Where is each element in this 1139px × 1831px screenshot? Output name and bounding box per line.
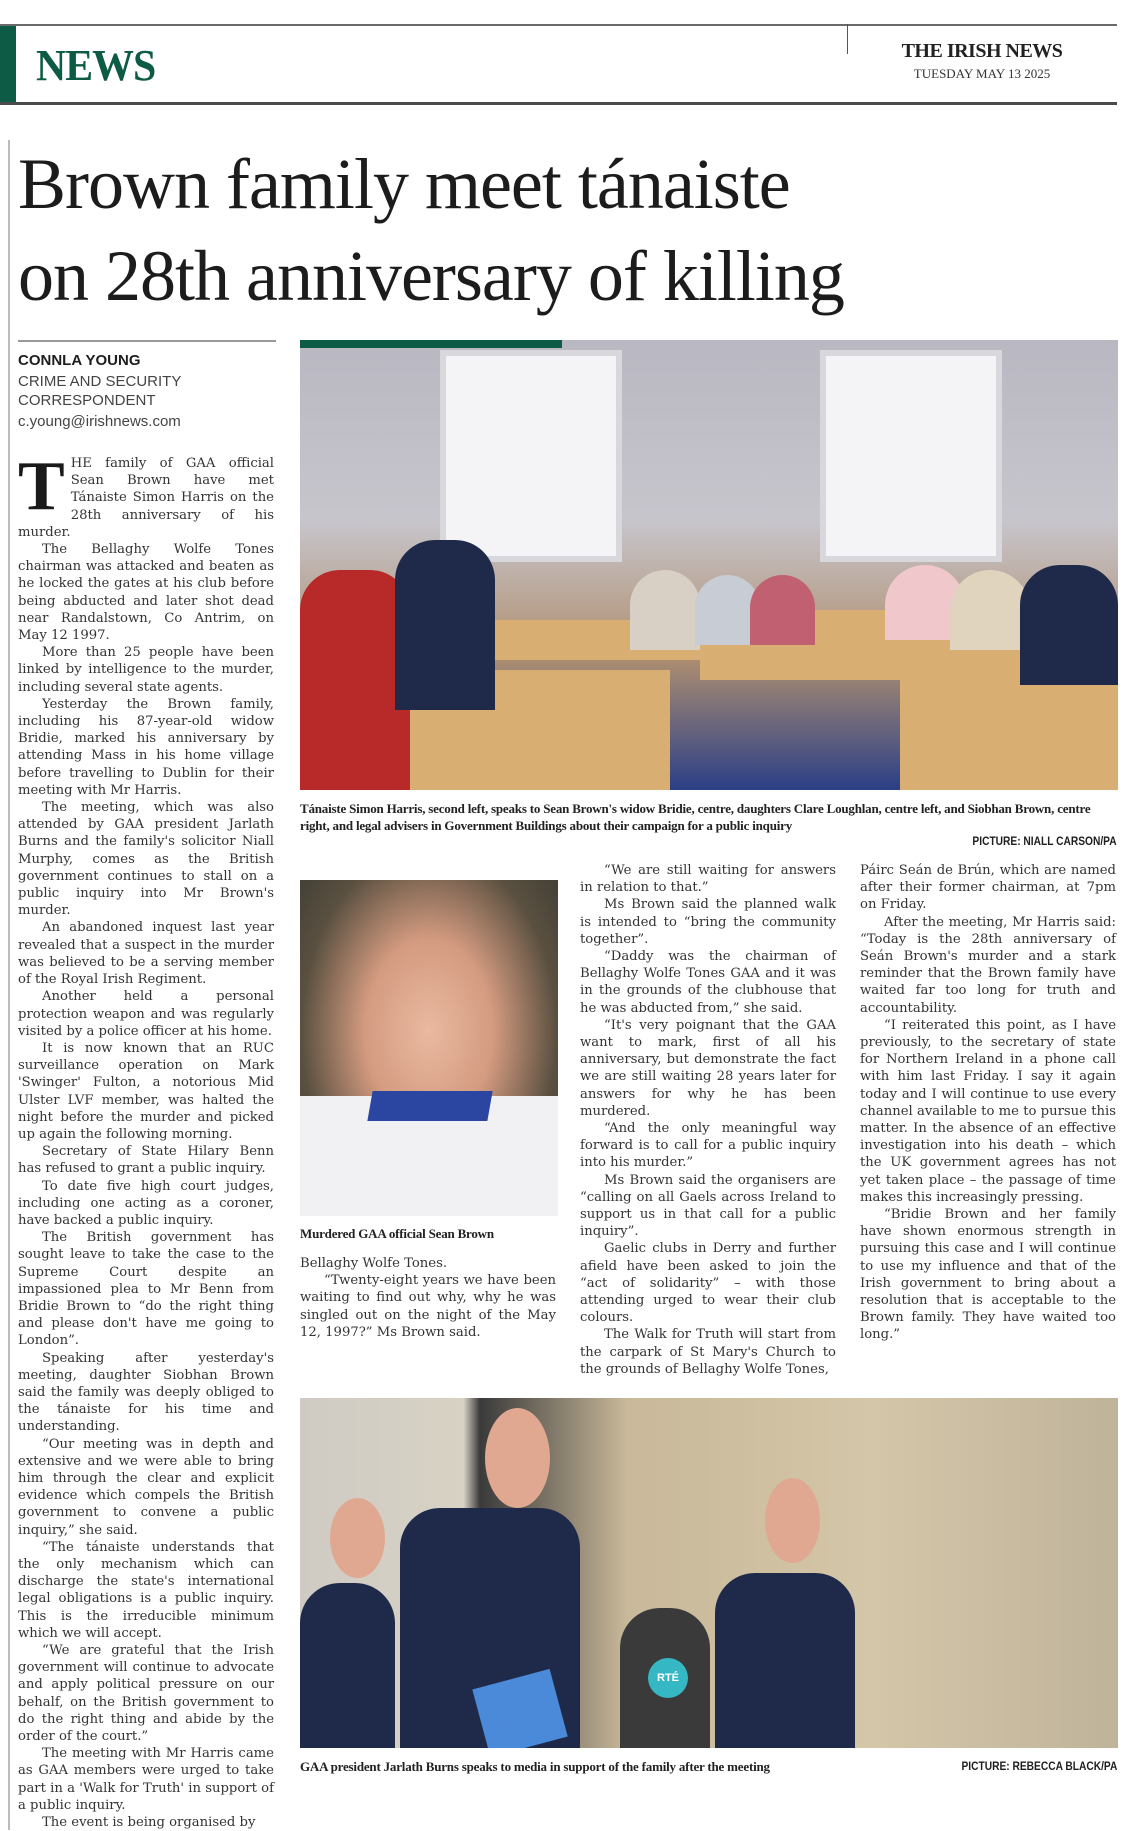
paragraph: Speaking after yesterday's meeting, daughter Siobhan Brown said the family was deeply obliged to the tánaiste for his time and understanding. — [18, 1350, 274, 1435]
page-left-rule — [8, 140, 10, 1830]
paragraph: Ms Brown said the organisers are “calling on all Gaels across Ireland to support us in that call for a public inquiry”. — [580, 1172, 836, 1240]
portrait-photo — [300, 880, 558, 1216]
face — [765, 1478, 820, 1563]
paragraph: Páirc Seán de Brún, which are named after their former chairman, at 7pm on Friday. — [860, 863, 1116, 913]
issue-date: TUESDAY MAY 13 2025 — [913, 66, 1051, 81]
meeting-photo-caption: Tánaiste Simon Harris, second left, speaks to Sean Brown's widow Bridie, centre, daughters Clare Loughlan, centre left, and Siobhan Brown, centre right, and legal advisers in Government Buildings about their campaign for a public inquiry — [300, 801, 1091, 833]
paragraph: “It's very poignant that the GAA want to mark, first of all his anniversary, but demonstrate the fact we are still waiting 28 years later for answers for why he has been murdered. — [580, 1017, 836, 1119]
paragraph: The Bellaghy Wolfe Tones chairman was attacked and beaten as he locked the gates at his club before being abducted and later shot dead near Randalstown, Co Antrim, on May 12 1997. — [18, 542, 274, 644]
article-column-3 — [580, 862, 836, 1378]
meeting-photo — [300, 340, 1118, 790]
paragraph: “Our meeting was in depth and extensive and we were able to bring him through the clear and explicit evidence which compels the British government to convene a public inquiry,” she said. — [18, 1436, 274, 1538]
paragraph: The meeting, which was also attended by GAA president Jarlath Burns and the family's solicitor Niall Murphy, comes as the British government continues to stall on a public inquiry into Mr Brown's murder. — [18, 800, 274, 919]
paragraph: “And the only meaningful way forward is to call for a public inquiry into his murder.” — [580, 1121, 836, 1171]
rte-microphone-icon: RTÉ — [648, 1658, 688, 1698]
collar — [367, 1091, 492, 1121]
paragraph: “We are grateful that the Irish government will continue to advocate and apply political pressure on our behalf, on the British government to do the right thing and abide by the order of the court.” — [18, 1643, 274, 1745]
person — [715, 1573, 855, 1748]
article-column-1 — [18, 448, 274, 1831]
press-photo-credit: PICTURE: REBECCA BLACK/PA — [961, 1759, 1117, 1773]
article-column-4 — [860, 862, 1116, 1344]
headline-line-2: on 28th anniversary of killing — [18, 236, 844, 316]
person — [395, 540, 495, 710]
section-label: NEWS — [36, 41, 156, 90]
paragraph: “We are still waiting for answers in relation to that.” — [580, 863, 836, 896]
person — [750, 575, 815, 645]
person — [300, 1583, 395, 1748]
paragraph: To date five high court judges, including one acting as a coroner, have backed a public inquiry. — [18, 1178, 274, 1228]
paragraph: Ms Brown said the planned walk is intended to “bring the community together”. — [580, 897, 836, 947]
window — [820, 350, 1002, 562]
face — [330, 1498, 385, 1578]
byline-rule — [18, 340, 276, 342]
paragraph: “I reiterated this point, as I have previously, to the secretary of state for Northern Ireland in a phone call with him last Friday. I say it again today and I will continue to use every channel available to me to pursue this matter. In the absence of an effective investigation into his death – which the UK government agrees has not yet taken place – the passage of time makes this increasingly pressing. — [860, 1017, 1116, 1205]
paragraph: More than 25 people have been linked by intelligence to the murder, including several state agents. — [18, 645, 274, 695]
meeting-photo-credit: PICTURE: NIALL CARSON/PA — [972, 834, 1117, 848]
paragraph: Gaelic clubs in Derry and further afield have been asked to join the “act of solidarity” – with those attending urged to wear their club colours. — [580, 1241, 836, 1326]
window — [440, 350, 622, 562]
face — [485, 1408, 550, 1508]
press-photo-caption: GAA president Jarlath Burns speaks to media in support of the family after the meeting — [300, 1759, 770, 1774]
headline — [18, 138, 1118, 322]
section-color-bar — [0, 26, 16, 102]
paragraph: The British government has sought leave to take the case to the Supreme Court despite an impassioned plea to Mr Benn from Bridie Brown to “do the right thing and please don't have me going to London”. — [18, 1230, 274, 1349]
paragraph: The Walk for Truth will start from the carpark of St Mary's Church to the grounds of Bellaghy Wolfe Tones, — [580, 1327, 836, 1377]
paragraph: The meeting with Mr Harris came as GAA members were urged to take part in a 'Walk for Truth' in support of a public inquiry. — [18, 1746, 274, 1813]
press-photo — [300, 1398, 1118, 1748]
paragraph: After the meeting, Mr Harris said: “Today is the 28th anniversary of Seán Brown's murder and a stark reminder that the Brown family have waited far too long for truth and accountability. — [860, 914, 1116, 1016]
drop-cap: T — [18, 448, 65, 525]
headline-line-1: Brown family meet tánaiste — [18, 144, 790, 224]
paragraph: It is now known that an RUC surveillance operation on Mark 'Swinger' Fulton, a notorious Mid Ulster LVF member, was halted the night before the murder and picked up again the following morning. — [18, 1040, 274, 1142]
article-column-2 — [300, 1255, 556, 1341]
masthead — [0, 24, 1117, 105]
portrait-photo-caption: Murdered GAA official Sean Brown — [300, 1226, 494, 1241]
paragraph: An abandoned inquest last year revealed that a suspect in the murder was believed to be a serving member of the Royal Irish Regiment. — [18, 920, 274, 988]
person — [1020, 565, 1118, 685]
paragraph: Another held a personal protection weapon and was regularly visited by a police officer at his home. — [18, 989, 274, 1039]
paragraph: “Daddy was the chairman of Bellaghy Wolfe Tones GAA and it was in the grounds of the clubhouse that he was abducted from,” she said. — [580, 949, 836, 1016]
paragraph: Yesterday the Brown family, including his 87-year-old widow Bridie, marked his anniversary by attending Mass in his home village before travelling to Dublin for their meeting with Mr Harris. — [18, 696, 274, 798]
photo-accent-bar — [300, 340, 562, 348]
paragraph: Secretary of State Hilary Benn has refused to grant a public inquiry. — [18, 1144, 274, 1177]
person — [630, 570, 700, 650]
paragraph: The event is being organised by — [42, 1815, 256, 1831]
byline-email[interactable]: c.young@irishnews.com — [18, 413, 181, 430]
lead-paragraph: THE family of GAA official Sean Brown have met Tánaiste Simon Harris on the 28th anniversary of his murder. — [18, 448, 274, 540]
byline-role: CRIME AND SECURITY CORRESPONDENT — [18, 373, 182, 409]
person — [950, 570, 1030, 650]
newspaper-brand: THE IRISH NEWS — [901, 40, 1063, 62]
byline-author: CONNLA YOUNG — [18, 352, 141, 369]
paragraph: “Twenty-eight years we have been waiting to find out why, why he was singled out on the night of the May 12, 1997?” Ms Brown said. — [300, 1273, 556, 1340]
paragraph: “The tánaiste understands that the only mechanism which can discharge the state's international legal obligations is a public inquiry. This is the irreducible minimum which we will accept. — [18, 1539, 274, 1641]
paragraph: Bellaghy Wolfe Tones. — [300, 1256, 448, 1271]
paragraph: “Bridie Brown and her family have shown enormous strength in pursuing this case and I will continue to use my influence and that of the Irish government to bring about a resolution that is acceptable to the Brown family. They have waited too long.” — [860, 1207, 1116, 1343]
person — [300, 570, 410, 790]
